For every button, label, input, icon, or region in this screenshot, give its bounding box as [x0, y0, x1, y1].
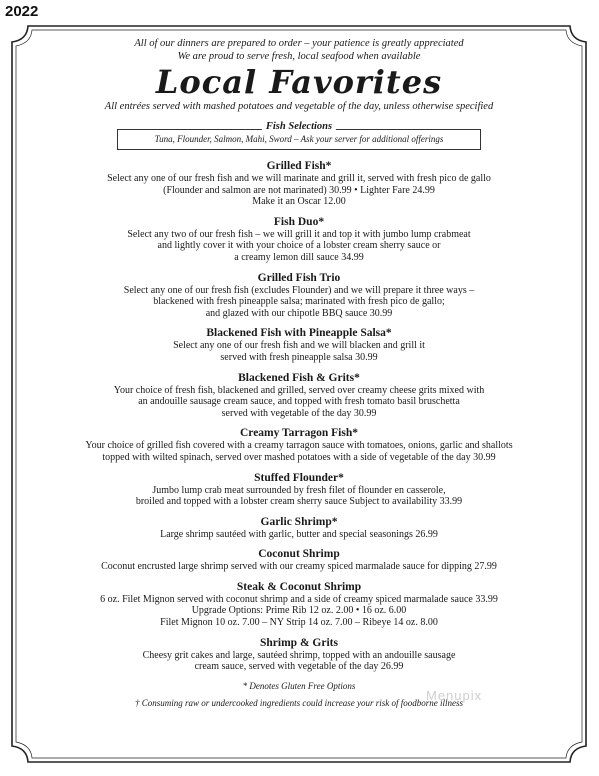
menu-item-description-line: Select any two of our fresh fish – we will grill it and top it with jumbo lump crabmeat [127, 228, 471, 240]
menu-item [34, 272, 564, 320]
menu-item-description-line: topped with wilted spinach, served over mashed potatoes with a side of vegetable of the day 30.99 [102, 451, 496, 463]
menu-item-name: Steak & Coconut Shrimp [236, 580, 362, 593]
menu-item-description-line: (Flounder and salmon are not marinated) 30.99 • Lighter Fare 24.99 [163, 184, 435, 196]
menu-item [34, 548, 564, 573]
menu-item-description-line: and glazed with our chipotle BBQ sauce 30.99 [205, 307, 393, 319]
fish-selections-label: Fish Selections [262, 121, 336, 132]
menu-item-name: Fish Duo* [273, 215, 325, 228]
menu-item-name: Garlic Shrimp* [260, 515, 338, 528]
menu-item [34, 472, 564, 508]
menu-item-description-line: Select any one of our fresh fish (excludes Flounder) and we will prepare it three ways – [123, 284, 475, 296]
menu-item-description-line: cream sauce, served with vegetable of the day 26.99 [194, 661, 404, 673]
menu-item [34, 516, 564, 541]
fish-selections-text: Tuna, Flounder, Salmon, Mahi, Sword – Ask your server for additional offerings [154, 134, 444, 144]
gluten-free-note: * Denotes Gluten Free Options [242, 680, 356, 691]
menu-item-description-line: served with fresh pineapple salsa 30.99 [220, 351, 378, 363]
menu-item-description-line: Select any one of our fresh fish and we will marinate and grill it, served with fresh pico de gallo [107, 173, 491, 184]
menu-item [34, 216, 564, 264]
menu-item-name: Coconut Shrimp [258, 548, 340, 561]
menu-item [34, 637, 564, 673]
menu-item-description-line: Cheesy grit cakes and large, sautéed shrimp, topped with an andouille sausage [142, 649, 456, 661]
menu-item-description-line: Your choice of fresh fish, blackened and grilled, served over creamy cheese grits mixed with [113, 384, 485, 396]
menu-item [34, 160, 564, 208]
menu-item-description-line: Your choice of grilled fish covered with a creamy tarragon sauce with tomatoes, onions, garlic and shallots [85, 440, 513, 452]
menu-item-name: Grilled Fish* [266, 160, 332, 172]
menu-item-description-line: broiled and topped with a lobster cream sherry sauce Subject to availability 33.99 [135, 496, 463, 508]
upgrade-option-line: Upgrade Options: Prime Rib 12 oz. 2.00 • 16 oz. 6.00 [191, 605, 407, 617]
upgrade-option-line: Filet Mignon 10 oz. 7.00 – NY Strip 14 oz. 7.00 – Ribeye 14 oz. 8.00 [160, 617, 438, 629]
menu-item-name: Blackened Fish with Pineapple Salsa* [206, 327, 392, 340]
menu-item-description-line: 6 oz. Filet Mignon served with coconut shrimp and a side of creamy spiced marmalade sauce 33.99 [100, 593, 498, 605]
consumer-advisory-note: † Consuming raw or undercooked ingredients could increase your risk of foodborne illness [135, 697, 463, 708]
intro-line-2: We are proud to serve fresh, local seafood when available [177, 50, 421, 62]
menu-item-name: Blackened Fish & Grits* [238, 371, 360, 384]
intro-line-1: All of our dinners are prepared to order – your patience is greatly appreciated [134, 38, 464, 49]
menu-notes [34, 681, 564, 709]
menu-item [34, 372, 564, 420]
menu-title: Local Favorites [155, 63, 443, 101]
menu-item-name: Shrimp & Grits [260, 636, 338, 649]
menu-item-description-line: Large shrimp sautéed with garlic, butter and special seasonings 26.99 [160, 528, 438, 540]
watermark-logo: Menupix [426, 688, 483, 703]
menu-item-description-line: Make it an Oscar 12.00 [252, 196, 346, 208]
menu-item-description-line: served with vegetable of the day 30.99 [221, 407, 377, 419]
fish-selections-box [117, 121, 481, 150]
menu-item-description-line: and lightly cover it with your choice of a lobster cream sherry sauce or [157, 240, 441, 252]
menu-item [34, 327, 564, 363]
menu-item-name: Grilled Fish Trio [257, 271, 341, 284]
menu-items [34, 160, 564, 673]
menu-item [34, 427, 564, 463]
menu-item-description-line: Select any one of our fresh fish and we will blacken and grill it [173, 340, 425, 352]
menu-subtitle: All entrées served with mashed potatoes and vegetable of the day, unless otherwise specified [104, 101, 494, 112]
menu-item-name: Creamy Tarragon Fish* [240, 427, 358, 440]
year-label: 2022 [5, 3, 39, 20]
menu-item-description-line: Jumbo lump crab meat surrounded by fresh filet of flounder en casserole, [152, 484, 446, 496]
menu-item [34, 581, 564, 629]
menu-item-description-line: Coconut encrusted large shrimp served with our creamy spiced marmalade sauce for dipping 27.99 [101, 561, 497, 573]
menu-item-description-line: an andouille sausage cream sauce, and topped with fresh tomato basil bruschetta [138, 396, 460, 408]
menu-item-description-line: blackened with fresh pineapple salsa; marinated with fresh pico de gallo; [153, 296, 445, 308]
menu-content [34, 38, 564, 709]
menu-item-name: Stuffed Flounder* [254, 471, 344, 484]
menu-item-description-line: a creamy lemon dill sauce 34.99 [234, 251, 364, 263]
